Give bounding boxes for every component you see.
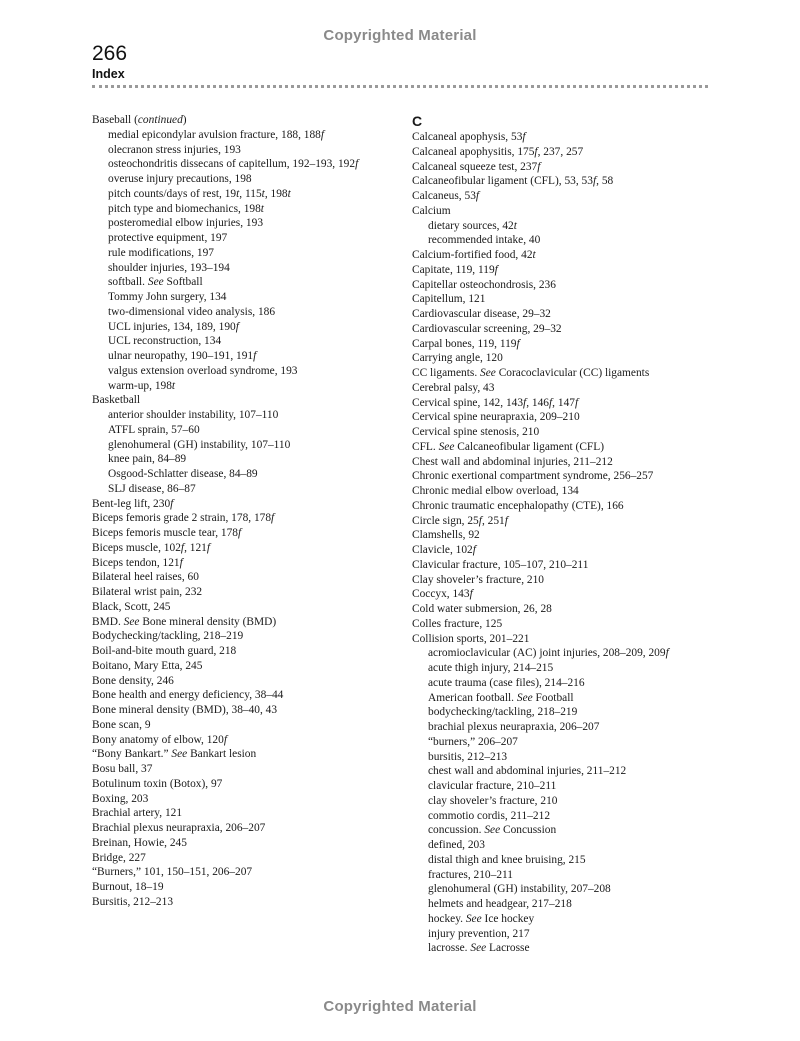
index-subentry (412, 897, 712, 912)
index-subentry (92, 187, 392, 202)
index-subentry (412, 219, 712, 234)
entry-text: clay shoveler’s fracture, 210 (428, 794, 558, 807)
index-entry (412, 425, 712, 440)
entry-text: warm-up, 198 (108, 379, 172, 392)
entry-italic: t (261, 187, 265, 200)
index-entry (92, 644, 392, 659)
index-subentry (92, 408, 392, 423)
entry-text: Bodychecking/tackling, 218–219 (92, 630, 244, 643)
index-entry (412, 307, 712, 322)
index-entry (412, 558, 712, 573)
index-subentry (412, 779, 712, 794)
entry-text: “Bony Bankart.” (92, 748, 172, 761)
index-entry (92, 674, 392, 689)
entry-text: defined, 203 (428, 839, 485, 851)
index-subentry (412, 646, 712, 661)
entry-text: Biceps tendon, 121 (92, 556, 180, 569)
index-entry (412, 292, 712, 307)
entry-text: Chest wall and abdominal injuries, 211–212 (412, 455, 613, 468)
entry-text: Biceps femoris grade 2 strain, 178, 178 (92, 512, 272, 525)
index-subentry (412, 912, 712, 927)
entry-italic: f (516, 337, 520, 350)
entry-text: CFL. (412, 440, 439, 453)
index-subentry (412, 691, 712, 706)
index-entry (412, 514, 712, 529)
entry-text: Cervical spine, 142, 143 (412, 396, 524, 409)
index-entry (412, 543, 712, 558)
entry-text: knee pain, 84–89 (108, 453, 187, 466)
entry-text: Calcaneal squeeze test, 237 (412, 160, 538, 173)
entry-text: rule modifications, 197 (108, 246, 214, 259)
index-subentry (92, 320, 392, 335)
entry-text: bodychecking/tackling, 218–219 (428, 706, 578, 719)
entry-text: bursitis, 212–213 (428, 750, 508, 763)
entry-italic: f (253, 350, 257, 362)
entry-italic: f (469, 588, 473, 601)
entry-text: Calcaneofibular ligament (CFL), 53, 53 (412, 175, 593, 188)
entry-text: Bent-leg lift, 230 (92, 497, 171, 510)
entry-text: Osgood-Schlatter disease, 84–89 (108, 468, 258, 480)
entry-italic: See (147, 276, 164, 289)
index-entry (412, 632, 712, 647)
index-entry (412, 484, 712, 499)
index-entry (92, 747, 392, 762)
index-entry (92, 393, 392, 408)
entry-italic: t (171, 379, 176, 392)
entry-text: Cervical spine stenosis, 210 (412, 426, 540, 438)
entry-text: Chronic traumatic encephalopathy (CTE), 166 (412, 499, 624, 512)
index-entry (92, 851, 392, 866)
index-entry (92, 600, 392, 615)
entry-text: Clavicular fracture, 105–107, 210–211 (412, 558, 589, 571)
entry-italic: See (484, 824, 501, 837)
entry-italic: f (180, 541, 185, 554)
index-entry (92, 497, 392, 512)
entry-text: Bone mineral density (BMD) (139, 615, 277, 628)
index-subentry (412, 794, 712, 809)
index-entry (92, 733, 392, 748)
index-subentry (92, 290, 392, 305)
index-subentry (92, 438, 392, 453)
index-entry (92, 570, 392, 585)
entry-italic: See (516, 691, 533, 704)
entry-text: Calcaneal apophysitis, 175 (412, 145, 535, 158)
entry-italic: f (475, 190, 480, 202)
entry-text: distal thigh and knee bruising, 215 (428, 853, 586, 866)
entry-italic: See (465, 912, 482, 925)
entry-text: Boxing, 203 (92, 792, 149, 805)
entry-text: Bone scan, 9 (92, 718, 151, 731)
entry-text: injury prevention, 217 (428, 927, 530, 940)
index-subentry (92, 143, 392, 158)
entry-text: Football (532, 691, 574, 704)
entry-italic: See (123, 615, 140, 628)
entry-text: , 198 (264, 187, 288, 200)
entry-text: shoulder injuries, 193–194 (108, 261, 230, 274)
entry-italic: t (287, 187, 291, 200)
entry-text: Boil-and-bite mouth guard, 218 (92, 645, 237, 657)
index-entry (92, 703, 392, 718)
index-entry (412, 469, 712, 484)
entry-text: commotio cordis, 211–212 (428, 809, 551, 822)
index-entry (412, 322, 712, 337)
entry-text: recommended intake, 40 (428, 234, 541, 247)
index-subentry (92, 305, 392, 320)
index-subentry (92, 364, 392, 379)
entry-italic: f (355, 158, 359, 171)
entry-text: Breinan, Howie, 245 (92, 836, 187, 849)
entry-text: Carpal bones, 119, 119 (412, 337, 517, 350)
entry-italic: See (470, 942, 487, 955)
index-subentry (92, 172, 392, 187)
entry-text: Bone density, 246 (92, 674, 174, 687)
entry-text: Bridge, 227 (92, 851, 146, 864)
index-subentry (92, 231, 392, 246)
entry-text: Capitellum, 121 (412, 293, 486, 306)
entry-text: olecranon stress injuries, 193 (108, 143, 241, 156)
entry-text: , 58 (596, 175, 614, 188)
entry-text: Bilateral heel raises, 60 (92, 571, 199, 584)
entry-italic: f (170, 497, 174, 510)
page-number: 266 (92, 42, 128, 65)
index-entry (412, 528, 712, 543)
index-entry (92, 865, 392, 880)
index-entry (412, 410, 712, 425)
index-entry (92, 718, 392, 733)
entry-text: posteromedial elbow injuries, 193 (108, 217, 264, 230)
entry-italic: f (665, 647, 669, 660)
index-subentry (92, 246, 392, 261)
index-subentry (412, 809, 712, 824)
entry-text: Lacrosse (486, 942, 530, 955)
entry-italic: f (223, 733, 227, 746)
index-subentry (412, 868, 712, 883)
index-subentry (412, 233, 712, 248)
index-entry (92, 526, 392, 541)
index-subentry (412, 927, 712, 942)
entry-text: chest wall and abdominal injuries, 211–212 (428, 765, 627, 778)
entry-italic: f (537, 160, 541, 173)
entry-text: Calcium-fortified food, 42 (412, 249, 533, 261)
index-subentry (412, 705, 712, 720)
entry-italic: t (532, 249, 536, 261)
entry-text: Brachial plexus neurapraxia, 206–207 (92, 822, 266, 834)
entry-text: UCL reconstruction, 134 (108, 335, 222, 348)
entry-text: Calcaneofibular ligament (CFL) (454, 440, 605, 453)
index-entry (92, 880, 392, 895)
entry-text: Concussion (500, 824, 557, 837)
index-entry (412, 263, 712, 278)
entry-italic: f (494, 263, 498, 276)
index-entry (412, 573, 712, 588)
entry-text: Basketball (92, 394, 141, 407)
index-subentry (412, 676, 712, 691)
entry-text: Clavicle, 102 (412, 544, 473, 556)
index-entry (412, 396, 712, 411)
header-divider (92, 85, 708, 88)
entry-text: Tommy John surgery, 134 (108, 291, 227, 303)
entry-text: Capitate, 119, 119 (412, 263, 495, 276)
index-entry (92, 511, 392, 526)
index-entry (92, 556, 392, 571)
index-subentry (92, 423, 392, 438)
index-entry (412, 278, 712, 293)
entry-text: SLJ disease, 86–87 (108, 482, 196, 495)
index-subentry (412, 764, 712, 779)
index-subentry (92, 202, 392, 217)
index-entry (412, 440, 712, 455)
index-subentry (92, 452, 392, 467)
entry-text: “burners,” 206–207 (428, 735, 518, 748)
index-entry (92, 762, 392, 777)
index-entry (412, 617, 712, 632)
entry-italic: See (480, 367, 496, 379)
entry-text: Cold water submersion, 26, 28 (412, 603, 552, 615)
entry-italic: f (504, 514, 508, 527)
entry-text: , 146 (526, 396, 549, 409)
entry-text: , 115 (239, 187, 262, 200)
index-subentry (412, 720, 712, 735)
index-entry (92, 836, 392, 851)
entry-text: Bursitis, 212–213 (92, 895, 174, 908)
entry-italic: f (179, 556, 183, 569)
entry-italic: continued (137, 114, 183, 126)
entry-text: Cardiovascular screening, 29–32 (412, 322, 562, 335)
index-subentry (92, 157, 392, 172)
entry-italic: f (549, 396, 553, 409)
entry-text: Softball (163, 276, 203, 289)
index-entry (412, 337, 712, 352)
index-entry (92, 895, 392, 910)
entry-text: lacrosse. (428, 942, 471, 955)
entry-text: acromioclavicular (AC) joint injuries, 208–209, 209 (428, 647, 666, 660)
index-subentry (412, 823, 712, 838)
entry-text: Bosu ball, 37 (92, 763, 153, 775)
entry-text: Burnout, 18–19 (92, 881, 164, 893)
entry-italic: f (522, 131, 526, 143)
index-subentry (92, 334, 392, 349)
entry-text: Cervical spine neurapraxia, 209–210 (412, 411, 580, 424)
entry-text: Ice hockey (481, 912, 535, 925)
index-entry (412, 174, 712, 189)
entry-text: fractures, 210–211 (428, 868, 513, 881)
index-entry (92, 792, 392, 807)
index-entry (92, 806, 392, 821)
entry-italic: f (238, 527, 242, 539)
entry-text: Biceps muscle, 102 (92, 541, 181, 554)
entry-text: ulnar neuropathy, 190–191, 191 (108, 350, 254, 362)
entry-italic: f (523, 396, 527, 409)
index-subentry (412, 853, 712, 868)
index-entry (92, 821, 392, 836)
entry-text: pitch counts/days of rest, 19 (108, 187, 237, 200)
index-entry (92, 113, 392, 128)
letter-heading: C (412, 113, 423, 129)
index-subentry (92, 128, 392, 143)
index-subentry (412, 735, 712, 750)
watermark-bottom: Copyrighted Material (323, 998, 477, 1015)
index-entry (412, 145, 712, 160)
entry-text: Botulinum toxin (Botox), 97 (92, 777, 223, 790)
index-entry (412, 587, 712, 602)
index-entry (412, 130, 712, 145)
entry-text: ATFL sprain, 57–60 (108, 423, 200, 436)
index-subentry (412, 882, 712, 897)
entry-text: Calcaneal apophysis, 53 (412, 131, 523, 143)
entry-text: valgus extension overload syndrome, 193 (108, 364, 298, 377)
entry-text: anterior shoulder instability, 107–110 (108, 409, 279, 421)
entry-text: Calcaneus, 53 (412, 190, 476, 202)
entry-text: Boitano, Mary Etta, 245 (92, 659, 203, 672)
entry-text: Capitellar osteochondrosis, 236 (412, 278, 556, 291)
index-entry (412, 204, 712, 219)
index-entry (412, 602, 712, 617)
index-entry (92, 777, 392, 792)
index-subentry (412, 941, 712, 956)
entry-text: “Burners,” 101, 150–151, 206–207 (92, 866, 253, 879)
index-entry (412, 160, 712, 175)
entry-italic: f (478, 514, 482, 527)
entry-text: concussion. (428, 824, 485, 837)
entry-text: , 237, 257 (537, 145, 584, 158)
watermark-top: Copyrighted Material (323, 27, 477, 44)
entry-text: Baseball ( (92, 114, 138, 126)
entry-text: glenohumeral (GH) instability, 207–208 (428, 883, 611, 896)
entry-text: Coracoclavicular (CC) ligaments (495, 367, 650, 379)
entry-text: Coccyx, 143 (412, 588, 470, 601)
entry-text: Bone health and energy deficiency, 38–44 (92, 689, 284, 702)
index-subentry (412, 661, 712, 676)
entry-text: , 147 (552, 396, 575, 409)
entry-italic: See (171, 748, 188, 761)
index-subentry (92, 379, 392, 394)
entry-text: medial epicondylar avulsion fracture, 188, 188 (108, 128, 321, 141)
entry-text: acute trauma (case files), 214–216 (428, 676, 585, 689)
entry-text: ) (182, 114, 187, 126)
index-entry (92, 615, 392, 630)
entry-text: acute thigh injury, 214–215 (428, 662, 554, 674)
entry-italic: f (592, 175, 597, 188)
entry-text: Cardiovascular disease, 29–32 (412, 308, 551, 320)
entry-text: dietary sources, 42 (428, 219, 514, 232)
index-entry (412, 381, 712, 396)
entry-italic: t (260, 202, 264, 215)
entry-italic: f (206, 541, 211, 554)
entry-text: UCL injuries, 134, 189, 190 (108, 320, 236, 333)
entry-text: Brachial artery, 121 (92, 807, 183, 820)
entry-text: , 121 (184, 541, 207, 554)
index-column-left (92, 113, 392, 910)
entry-text: Carrying angle, 120 (412, 352, 503, 365)
index-subentry (92, 261, 392, 276)
entry-italic: t (236, 187, 240, 200)
entry-italic: f (271, 512, 275, 525)
index-column-right (412, 113, 712, 956)
index-subentry (412, 750, 712, 765)
entry-italic: f (320, 128, 325, 141)
index-subentry (92, 275, 392, 290)
entry-text: softball. (108, 276, 148, 289)
entry-italic: f (235, 320, 239, 333)
index-subentry (412, 838, 712, 853)
section-title: Index (92, 67, 125, 81)
entry-text: , 251 (481, 514, 505, 527)
index-entry (412, 499, 712, 514)
entry-text: Clay shoveler’s fracture, 210 (412, 573, 545, 586)
entry-text: two-dimensional video analysis, 186 (108, 305, 276, 318)
entry-text: Biceps femoris muscle tear, 178 (92, 527, 238, 539)
entry-text: brachial plexus neurapraxia, 206–207 (428, 721, 600, 733)
index-entry (92, 585, 392, 600)
entry-text: Bone mineral density (BMD), 38–40, 43 (92, 704, 278, 716)
entry-text: Collision sports, 201–221 (412, 632, 530, 645)
index-subentry (92, 482, 392, 497)
entry-text: Calcium (412, 204, 451, 217)
index-entry (412, 455, 712, 470)
entry-italic: t (513, 219, 517, 232)
index-entry (412, 189, 712, 204)
index-entry (92, 629, 392, 644)
index-entry (92, 688, 392, 703)
index-subentry (92, 467, 392, 482)
entry-text: BMD. (92, 615, 124, 628)
index-subentry (92, 349, 392, 364)
entry-text: Chronic medial elbow overload, 134 (412, 485, 579, 497)
entry-text: Black, Scott, 245 (92, 600, 171, 613)
index-subentry (92, 216, 392, 231)
entry-text: Circle sign, 25 (412, 514, 479, 527)
entry-text: Bilateral wrist pain, 232 (92, 586, 203, 598)
index-entry (412, 351, 712, 366)
index-entry (92, 541, 392, 556)
entry-italic: f (574, 396, 579, 409)
entry-text: overuse injury precautions, 198 (108, 173, 252, 185)
entry-text: Bankart lesion (187, 748, 257, 761)
index-entry (92, 659, 392, 674)
entry-text: Clamshells, 92 (412, 529, 480, 542)
entry-italic: f (534, 145, 538, 158)
entry-text: hockey. (428, 912, 466, 925)
entry-text: Bony anatomy of elbow, 120 (92, 733, 224, 746)
entry-text: clavicular fracture, 210–211 (428, 780, 557, 792)
entry-text: Colles fracture, 125 (412, 617, 503, 630)
entry-text: Cerebral palsy, 43 (412, 381, 495, 394)
entry-text: glenohumeral (GH) instability, 107–110 (108, 438, 291, 451)
entry-text: CC ligaments. (412, 367, 481, 379)
entry-text: American football. (428, 691, 517, 704)
entry-text: osteochondritis dissecans of capitellum, 192–193, 192 (108, 158, 356, 171)
entry-text: protective equipment, 197 (108, 232, 228, 244)
entry-text: helmets and headgear, 217–218 (428, 898, 572, 910)
index-entry (412, 366, 712, 381)
entry-text: pitch type and biomechanics, 198 (108, 202, 261, 215)
index-entry (412, 248, 712, 263)
entry-italic: See (438, 440, 455, 453)
entry-italic: f (472, 544, 476, 556)
entry-text: Chronic exertional compartment syndrome, 256–257 (412, 470, 654, 483)
